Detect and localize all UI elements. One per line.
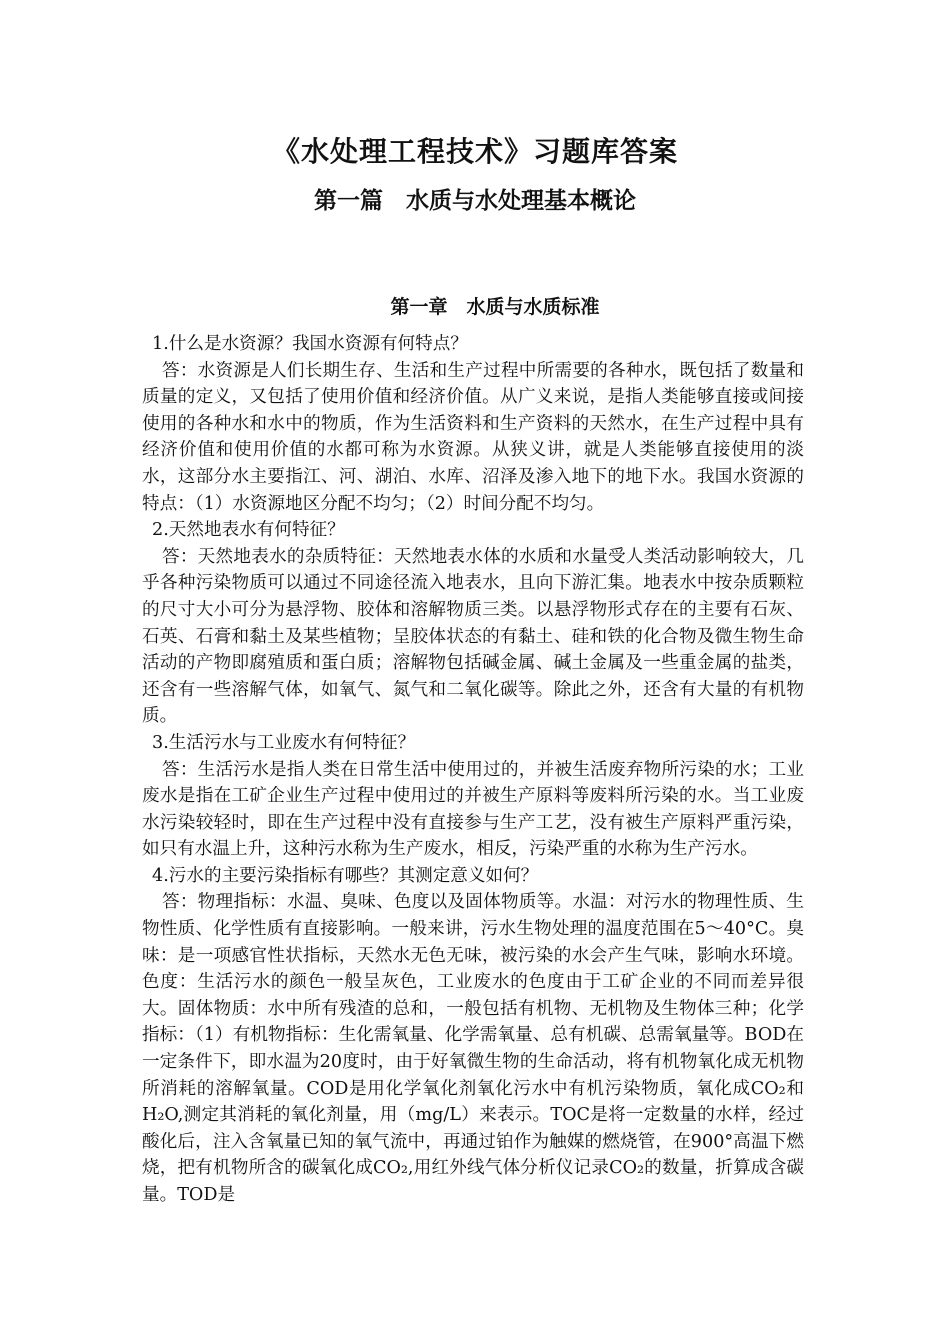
answer-3: 答：生活污水是指人类在日常生活中使用过的，并被生活废弃物所污染的水；工业废水是指在工矿企业生产过程中使用过的并被生产原料等废料所污染的水。当工业废水污染较轻时，即在生产过程中没有直接参与生产工艺，没有被生产原料严重污染，如只有水温上升，这种污水称为生产废水，相反，污染严重的水称为生产污水。: [142, 759, 804, 860]
part-title: 第一篇 水质与水处理基本概论: [314, 187, 636, 214]
qa-content: [142, 331, 804, 1209]
answer-2: 答：天然地表水的杂质特征：天然地表水体的水质和水量受人类活动影响较大，几乎各种污染物质可以通过不同途径流入地表水，且向下游汇集。地表水中按杂质颗粒的尺寸大小可分为悬浮物、胶体和溶解物质三类。以悬浮物形式存在的主要有石灰、石英、石膏和黏土及某些植物；呈胶体状态的有黏土、硅和铁的化合物及微生物生命活动的产物即腐殖质和蛋白质；溶解物包括碱金属、碱土金属及一些重金属的盐类，还含有一些溶解气体，如氧气、氮气和二氧化碳等。除此之外，还含有大量的有机物质。: [142, 546, 804, 727]
chapter-title: 第一章 水质与水质标准: [390, 296, 600, 318]
question-3: 3.生活污水与工业废水有何特征？: [152, 732, 416, 753]
answer-1: 答：水资源是人们长期生存、生活和生产过程中所需要的各种水，既包括了数量和质量的定义，又包括了使用价值和经济价值。从广义来说，是指人类能够直接或间接使用的各种水和水中的物质，作为生活资料和生产资料的天然水，在生产过程中具有经济价值和使用价值的水都可称为水资源。从狭义讲，就是人类能够直接使用的淡水，这部分水主要指江、河、湖泊、水库、沼泽及渗入地下的地下水。我国水资源的特点：（1）水资源地区分配不均匀；（2）时间分配不均匀。: [142, 360, 804, 514]
document-title: 《水处理工程技术》习题库答案: [271, 135, 678, 168]
question-4: 4.污水的主要污染指标有哪些？其测定意义如何？: [152, 865, 539, 886]
answer-4: 答：物理指标：水温、臭味、色度以及固体物质等。水温：对污水的物理性质、生物性质、化学性质有直接影响。一般来讲，污水生物处理的温度范围在5～40°C。臭味：是一项感官性状指标，天然水无色无味，被污染的水会产生气味，影响水环境。色度：生活污水的颜色一般呈灰色，工业废水的色度由于工矿企业的不同而差异很大。固体物质：水中所有残渣的总和，一般包括有机物、无机物及生物体三种；化学指标：（1）有机物指标：生化需氧量、化学需氧量、总有机碳、总需氧量等。BOD在一定条件下，即水温为20度时，由于好氧微生物的生命活动，将有机物氧化成无机物所消耗的溶解氧量。COD是用化学氧化剂氧化污水中有机污染物质，氧化成CO₂和H₂O,测定其消耗的氧化剂量，用（mg/L）来表示。TOC是将一定数量的水样，经过酸化后，注入含氧量已知的氧气流中，再通过铂作为触媒的燃烧管，在900°高温下燃烧，把有机物所含的碳氧化成CO₂,用红外线气体分析仪记录CO₂的数量，折算成含碳量。TOD是: [142, 892, 804, 1205]
question-2: 2.天然地表水有何特征？: [152, 520, 345, 541]
question-1: 1.什么是水资源？我国水资源有何特点？: [152, 334, 468, 354]
